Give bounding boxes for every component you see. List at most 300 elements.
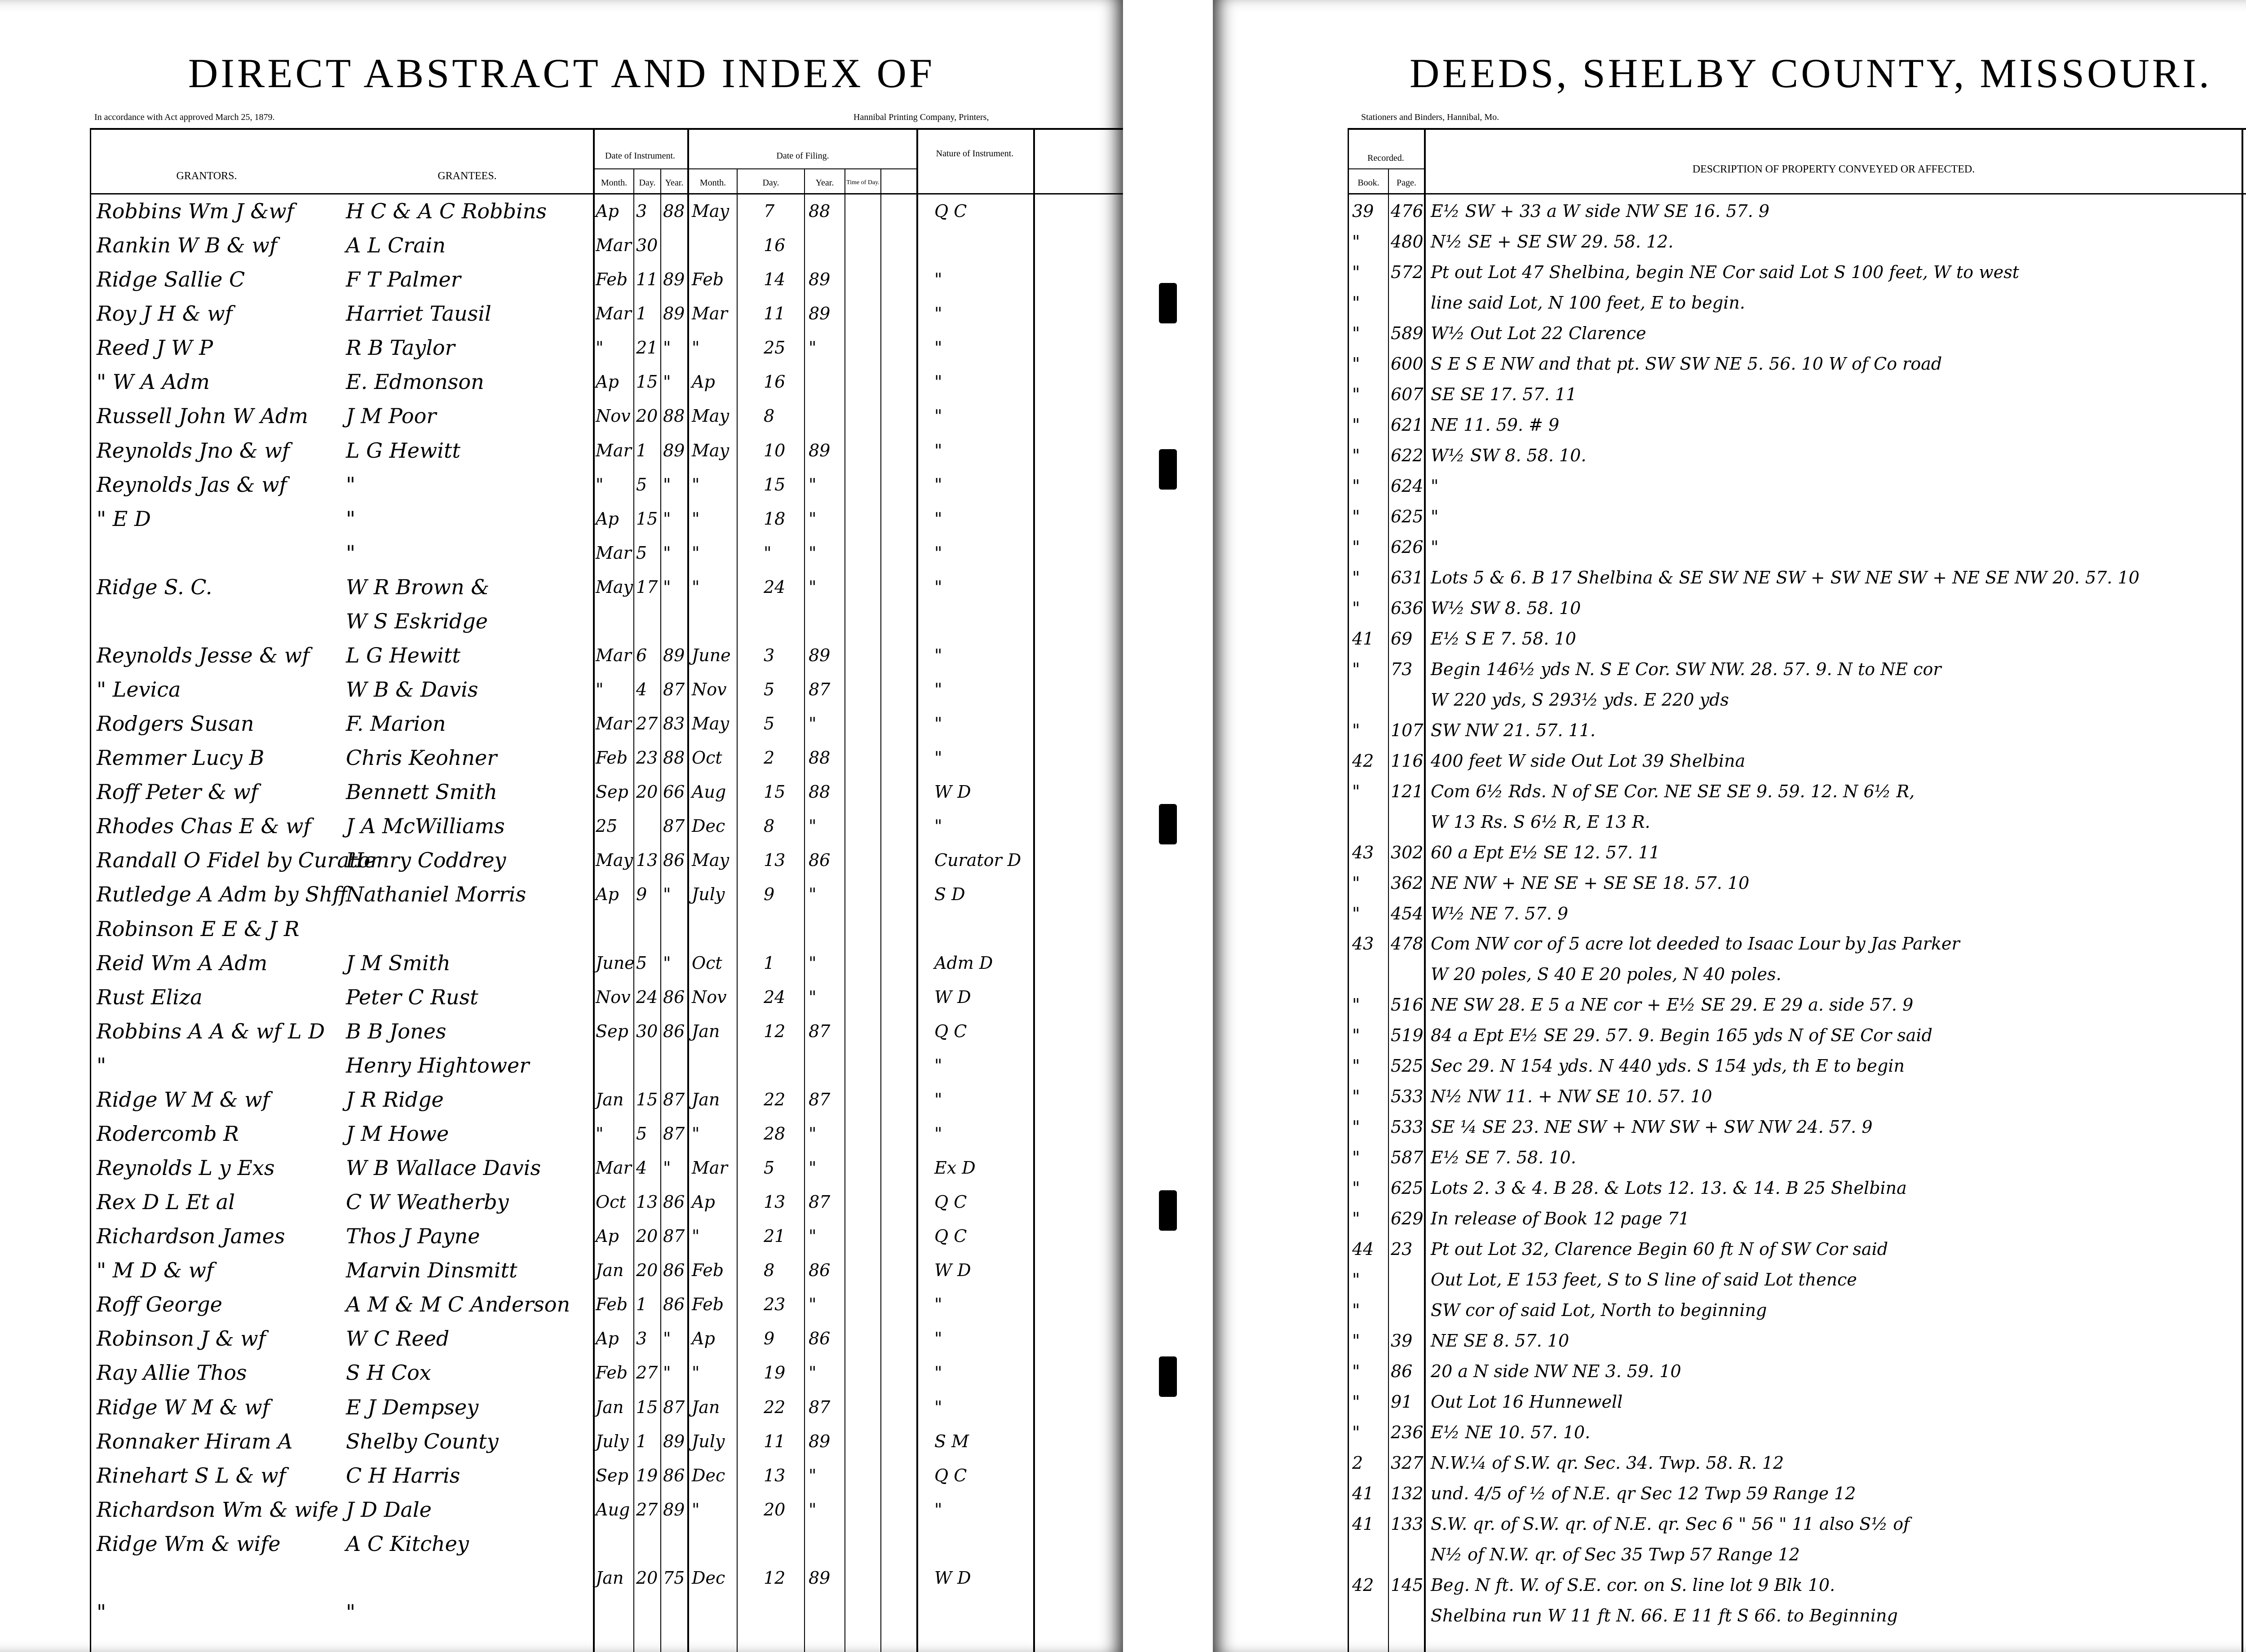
grantee-cell: E. Edmonson: [346, 370, 484, 394]
filing-day-cell: 20: [764, 1500, 786, 1519]
grantee-cell: Chris Keohner: [346, 746, 497, 770]
page-cell: 516: [1391, 995, 1424, 1015]
grantee-cell: E J Dempsey: [346, 1395, 479, 1419]
book-cell: 2: [1352, 1453, 1363, 1473]
book-cell: ": [1352, 720, 1360, 740]
filing-year-cell: 89: [809, 269, 831, 289]
book-cell: ": [1352, 568, 1360, 587]
filing-month-cell: July: [692, 884, 725, 904]
instrument-year-cell: ": [663, 953, 671, 973]
instrument-month-cell: 25: [596, 816, 618, 836]
filing-month-cell: Mar: [692, 1158, 728, 1178]
filing-year-cell: ": [809, 1466, 817, 1485]
grantee-cell: H C & A C Robbins: [346, 199, 547, 223]
instrument-day-cell: 20: [636, 1226, 658, 1246]
filing-month-cell: May: [692, 201, 730, 221]
instrument-month-cell: Jan: [596, 1568, 624, 1588]
filing-month-cell: June: [692, 645, 731, 665]
inst-month-header: Month.: [601, 178, 628, 188]
instrument-month-cell: Mar: [596, 1158, 632, 1178]
grantee-cell: R B Taylor: [346, 336, 455, 360]
instrument-month-cell: Mar: [596, 714, 632, 733]
filing-year-cell: ": [809, 1124, 817, 1144]
filing-day-cell: 19: [764, 1363, 786, 1383]
filing-month-cell: ": [692, 475, 700, 495]
filing-year-cell: ": [809, 953, 817, 973]
filing-day-cell: 5: [764, 680, 775, 699]
description-cell: E½ NE 10. 57. 10.: [1431, 1422, 1591, 1442]
nature-cell: W D: [934, 782, 971, 802]
instrument-day-cell: 4: [636, 680, 647, 699]
description-cell: Com NW cor of 5 acre lot deeded to Isaac Lour by Jas Parker: [1431, 934, 1960, 954]
page-cell: 607: [1391, 384, 1424, 404]
grantee-cell: A C Kitchey: [346, 1532, 469, 1556]
filing-year-cell: ": [809, 987, 817, 1007]
book-cell: ": [1352, 415, 1360, 435]
book-cell: ": [1352, 1361, 1360, 1381]
filing-month-cell: Dec: [692, 1568, 725, 1588]
description-cell: Lots 2. 3 & 4. B 28. & Lots 12. 13. & 14. B 25 Shelbina: [1431, 1178, 1907, 1198]
filing-day-cell: 5: [764, 1158, 775, 1178]
book-cell: ": [1352, 782, 1360, 801]
description-cell: Out Lot 16 Hunnewell: [1431, 1392, 1623, 1412]
description-cell: 60 a Ept E½ SE 12. 57. 11: [1431, 843, 1660, 862]
instrument-month-cell: May: [596, 850, 633, 870]
instrument-day-cell: 20: [636, 782, 658, 802]
page-cell: 589: [1391, 323, 1424, 343]
page-cell: 133: [1391, 1514, 1424, 1534]
book-cell: ": [1352, 873, 1360, 893]
description-cell: 84 a Ept E½ SE 29. 57. 9. Begin 165 yds N of SE Cor said: [1431, 1025, 1932, 1045]
filing-day-cell: 8: [764, 406, 775, 426]
instrument-day-cell: 15: [636, 372, 658, 392]
description-cell: W 220 yds, S 293½ yds. E 220 yds: [1431, 690, 1729, 710]
instrument-year-cell: 75: [663, 1568, 685, 1588]
page-cell: 587: [1391, 1148, 1424, 1167]
page-cell: 631: [1391, 568, 1424, 587]
filing-month-cell: ": [692, 509, 700, 529]
grantee-cell: Marvin Dinsmitt: [346, 1258, 517, 1282]
nature-cell: ": [934, 1090, 942, 1109]
description-cell: ": [1431, 507, 1439, 526]
nature-cell: Ex D: [934, 1158, 976, 1178]
book-cell: ": [1352, 1148, 1360, 1167]
instrument-year-cell: 89: [663, 645, 685, 665]
book-cell: ": [1352, 598, 1360, 618]
grantee-cell: Henry Hightower: [346, 1053, 530, 1078]
grantor-cell: ": [97, 1053, 106, 1078]
grantee-cell: J A McWilliams: [346, 814, 505, 838]
instrument-year-cell: 88: [663, 201, 685, 221]
filing-day-cell: 5: [764, 714, 775, 733]
filing-month-cell: July: [692, 1431, 725, 1451]
filing-month-cell: Dec: [692, 816, 725, 836]
grantee-cell: F. Marion: [346, 711, 446, 736]
instrument-year-cell: ": [663, 1158, 671, 1178]
instrument-day-cell: 5: [636, 475, 647, 495]
filing-month-cell: ": [692, 1226, 700, 1246]
page-cell: 625: [1391, 507, 1424, 526]
grantee-cell: Peter C Rust: [346, 985, 478, 1009]
grantor-cell: " M D & wf: [97, 1258, 214, 1282]
description-cell: SW cor of said Lot, North to beginning: [1431, 1300, 1767, 1320]
page-cell: 145: [1391, 1575, 1424, 1595]
instrument-month-cell: Sep: [596, 1021, 628, 1041]
filing-month-cell: May: [692, 850, 730, 870]
instrument-year-cell: 88: [663, 406, 685, 426]
filing-month-cell: Jan: [692, 1090, 720, 1109]
sec-header: [2243, 171, 2246, 181]
grantor-cell: Reynolds Jno & wf: [97, 438, 290, 463]
instrument-month-cell: Mar: [596, 441, 632, 460]
page-cell: 626: [1391, 537, 1424, 557]
instrument-year-cell: ": [663, 884, 671, 904]
book-cell: ": [1352, 384, 1360, 404]
description-cell: N½ NW 11. + NW SE 10. 57. 10: [1431, 1087, 1712, 1106]
grantor-cell: Reid Wm A Adm: [97, 951, 268, 975]
grantor-cell: Rhodes Chas E & wf: [97, 814, 311, 838]
filing-month-cell: Aug: [692, 782, 726, 802]
filing-month-cell: ": [692, 543, 700, 563]
book-cell: 42: [1352, 751, 1374, 771]
instrument-month-cell: Jan: [596, 1397, 624, 1417]
instrument-day-cell: 5: [636, 953, 647, 973]
grantor-cell: Roff Peter & wf: [97, 780, 258, 804]
page-cell: 132: [1391, 1484, 1424, 1503]
nature-cell: ": [934, 1500, 942, 1519]
instrument-month-cell: ": [596, 475, 604, 495]
page-cell: 629: [1391, 1209, 1424, 1228]
grantee-cell: ": [346, 1600, 356, 1624]
filing-year-cell: ": [809, 543, 817, 563]
instrument-day-cell: 4: [636, 1158, 647, 1178]
description-cell: Out Lot, E 153 feet, S to S line of said Lot thence: [1431, 1270, 1857, 1290]
nature-cell: S D: [934, 884, 965, 904]
filing-day-cell: 8: [764, 1260, 775, 1280]
page-cell: 621: [1391, 415, 1424, 435]
binding-hole: [1159, 1190, 1177, 1231]
instrument-month-cell: Mar: [596, 543, 632, 563]
description-cell: Begin 146½ yds N. S E Cor. SW NW. 28. 57. 9. N to NE cor: [1431, 659, 1941, 679]
filing-year-cell: ": [809, 509, 817, 529]
instrument-day-cell: 24: [636, 987, 658, 1007]
grantee-cell: F T Palmer: [346, 267, 461, 292]
instrument-day-cell: 13: [636, 1192, 658, 1212]
printer-note: Hannibal Printing Company, Printers,: [853, 112, 989, 122]
instrument-year-cell: 87: [663, 1090, 685, 1109]
filing-day-cell: 24: [764, 987, 786, 1007]
page-cell: 454: [1391, 904, 1424, 923]
description-cell: N½ of N.W. qr. of Sec 35 Twp 57 Range 12: [1431, 1545, 1800, 1564]
filing-year-cell: ": [809, 577, 817, 597]
filing-month-cell: Nov: [692, 680, 727, 699]
filing-year-cell: 88: [809, 201, 831, 221]
filing-day-cell: ": [764, 543, 772, 563]
filing-day-cell: 9: [764, 1329, 775, 1348]
filing-day-cell: 28: [764, 1124, 786, 1144]
time-of-day-header: Time of Day.: [846, 179, 880, 186]
description-cell: Pt out Lot 47 Shelbina, begin NE Cor said Lot S 100 feet, W to west: [1431, 262, 2020, 282]
description-cell: ": [1431, 537, 1439, 557]
book-cell: 41: [1352, 1484, 1374, 1503]
grantor-cell: Ronnaker Hiram A: [97, 1429, 293, 1453]
left-page-title: DIRECT ABSTRACT AND INDEX OF: [188, 50, 935, 96]
description-cell: W½ Out Lot 22 Clarence: [1431, 323, 1646, 343]
instrument-year-cell: 86: [663, 1260, 685, 1280]
grantee-cell: J M Poor: [346, 404, 437, 428]
filing-year-cell: ": [809, 1294, 817, 1314]
instrument-day-cell: 27: [636, 1363, 658, 1383]
instrument-year-cell: ": [663, 577, 671, 597]
grantor-cell: Rodercomb R: [97, 1122, 239, 1146]
nature-cell: ": [934, 1363, 942, 1383]
description-cell: Sec 29. N 154 yds. N 440 yds. S 154 yds, th E to begin: [1431, 1056, 1905, 1076]
grantor-cell: " E D: [97, 507, 151, 531]
filing-day-cell: 7: [764, 201, 775, 221]
instrument-day-cell: 17: [636, 577, 658, 597]
binding-hole: [1159, 1356, 1177, 1397]
filing-month-cell: Jan: [692, 1021, 720, 1041]
instrument-year-cell: 89: [663, 441, 685, 460]
grantor-cell: Ridge W M & wf: [97, 1087, 270, 1112]
instrument-day-cell: 19: [636, 1466, 658, 1485]
instrument-day-cell: 15: [636, 1397, 658, 1417]
filing-month-cell: Mar: [692, 304, 728, 323]
filing-day-cell: 15: [764, 782, 786, 802]
filing-month-cell: Feb: [692, 1260, 724, 1280]
description-cell: line said Lot, N 100 feet, E to begin.: [1431, 293, 1745, 313]
grantee-cell: Harriet Tausil: [346, 301, 491, 326]
instrument-day-cell: 5: [636, 543, 647, 563]
instrument-month-cell: Ap: [596, 201, 619, 221]
grantee-date-divider: [593, 128, 595, 1652]
instrument-month-cell: ": [596, 1124, 604, 1144]
instrument-month-cell: ": [596, 338, 604, 358]
grantee-cell: J M Howe: [346, 1122, 449, 1146]
filing-day-cell: 15: [764, 475, 786, 495]
nature-cell: ": [934, 1124, 942, 1144]
nature-cell: Q C: [934, 1021, 967, 1041]
description-cell: 20 a N side NW NE 3. 59. 10: [1431, 1361, 1681, 1381]
filing-month-cell: ": [692, 1363, 700, 1383]
book-cell: ": [1352, 476, 1360, 496]
page-cell: 91: [1391, 1392, 1413, 1412]
instrument-year-cell: 89: [663, 269, 685, 289]
instrument-year-cell: 86: [663, 1021, 685, 1041]
description-cell: W 13 Rs. S 6½ R, E 13 R.: [1431, 812, 1650, 832]
filing-day-cell: 22: [764, 1090, 786, 1109]
grantor-cell: Rust Eliza: [97, 985, 203, 1009]
filing-day-cell: 2: [764, 748, 775, 768]
filing-year-cell: ": [809, 1500, 817, 1519]
grantor-cell: Ray Allie Thos: [97, 1360, 247, 1385]
instrument-month-cell: Ap: [596, 1329, 619, 1348]
book-cell: ": [1352, 262, 1360, 282]
inst-day-header: Day.: [639, 178, 656, 188]
grantor-cell: Randall O Fidel by Curator: [97, 848, 380, 872]
book-cell: ": [1352, 1270, 1360, 1290]
instrument-day-cell: 15: [636, 1090, 658, 1109]
page-cell: 533: [1391, 1117, 1424, 1137]
filing-month-cell: Dec: [692, 1466, 725, 1485]
description-cell: und. 4/5 of ½ of N.E. qr Sec 12 Twp 59 Range 12: [1431, 1484, 1856, 1503]
filing-day-cell: 11: [764, 1431, 786, 1451]
filing-day-cell: 12: [764, 1021, 786, 1041]
filing-year-cell: 86: [809, 850, 831, 870]
page-cell: 636: [1391, 598, 1424, 618]
nature-header: Nature of Instrument.: [936, 149, 1014, 159]
filing-year-cell: ": [809, 338, 817, 358]
filing-year-cell: ": [809, 884, 817, 904]
filing-year-cell: 89: [809, 645, 831, 665]
grantor-cell: Rex D L Et al: [97, 1190, 235, 1214]
filing-month-cell: Ap: [692, 1329, 715, 1348]
description-cell: NE 11. 59. # 9: [1431, 415, 1560, 435]
grantor-cell: Ridge W M & wf: [97, 1395, 270, 1419]
nature-cell: ": [934, 441, 942, 460]
instrument-year-cell: ": [663, 1363, 671, 1383]
filing-month-header: Month.: [699, 178, 726, 188]
page-cell: 622: [1391, 446, 1424, 465]
grantee-cell: L G Hewitt: [346, 438, 460, 463]
instrument-month-cell: July: [596, 1431, 629, 1451]
nature-cell: ": [934, 1294, 942, 1314]
grantor-cell: Remmer Lucy B: [97, 746, 265, 770]
instrument-day-cell: 9: [636, 884, 647, 904]
filing-year-cell: 87: [809, 1090, 831, 1109]
page-cell: 478: [1391, 934, 1424, 954]
grantor-cell: Richardson James: [97, 1224, 285, 1248]
instrument-year-cell: 89: [663, 304, 685, 323]
page-cell: 362: [1391, 873, 1424, 893]
book-header: Book.: [1357, 178, 1379, 188]
description-cell: S.W. qr. of S.W. qr. of N.E. qr. Sec 6 " 56 " 11 also S½ of: [1431, 1514, 1910, 1534]
header-bottom-rule: [90, 193, 1123, 194]
instrument-day-cell: 13: [636, 850, 658, 870]
book-cell: ": [1352, 1300, 1360, 1320]
filing-month-cell: Ap: [692, 1192, 715, 1212]
description-cell: SW NW 21. 57. 11.: [1431, 720, 1596, 740]
instrument-month-cell: Jan: [596, 1260, 624, 1280]
nature-cell: ": [934, 338, 942, 358]
grantee-cell: A M & M C Anderson: [346, 1292, 570, 1316]
nature-cell: Q C: [934, 1192, 967, 1212]
instrument-month-cell: Sep: [596, 782, 628, 802]
page-cell: 69: [1391, 629, 1413, 649]
description-header: DESCRIPTION OF PROPERTY CONVEYED OR AFFECTED.: [1692, 163, 1975, 175]
instrument-day-cell: 6: [636, 645, 647, 665]
instrument-month-cell: Mar: [596, 235, 632, 255]
filing-year-cell: 87: [809, 1021, 831, 1041]
instrument-month-cell: Nov: [596, 987, 631, 1007]
nature-cell: ": [934, 645, 942, 665]
page-cell: 86: [1391, 1361, 1413, 1381]
book-cell: ": [1352, 507, 1360, 526]
book-cell: ": [1352, 659, 1360, 679]
instrument-month-cell: Feb: [596, 269, 628, 289]
instrument-month-cell: Oct: [596, 1192, 626, 1212]
filing-day-cell: 22: [764, 1397, 786, 1417]
instrument-day-cell: 5: [636, 1124, 647, 1144]
description-cell: SE ¼ SE 23. NE SW + NW SW + SW NW 24. 57. 9: [1431, 1117, 1873, 1137]
grantor-cell: Russell John W Adm: [97, 404, 308, 428]
filing-month-cell: Feb: [692, 1294, 724, 1314]
instrument-day-cell: 1: [636, 1431, 647, 1451]
book-cell: ": [1352, 293, 1360, 313]
instrument-year-cell: 66: [663, 782, 685, 802]
grantor-cell: Reynolds Jesse & wf: [97, 643, 310, 667]
right-ledger-page: [1213, 0, 2246, 1652]
description-cell: N½ SE + SE SW 29. 58. 12.: [1431, 232, 1674, 252]
filing-month-cell: ": [692, 577, 700, 597]
page-cell: 476: [1391, 201, 1424, 221]
book-cell: ": [1352, 1422, 1360, 1442]
nature-cell: W D: [934, 1260, 971, 1280]
filing-year-cell: 86: [809, 1260, 831, 1280]
nature-cell: Adm D: [934, 953, 993, 973]
description-cell: E½ SW + 33 a W side NW SE 16. 57. 9: [1431, 201, 1770, 221]
book-cell: 39: [1352, 201, 1374, 221]
page-header: Page.: [1397, 178, 1416, 188]
filing-year-header: Year.: [815, 178, 834, 188]
instrument-month-cell: Sep: [596, 1466, 628, 1485]
page-cell: 572: [1391, 262, 1424, 282]
filing-day-cell: 11: [764, 304, 786, 323]
filing-day-cell: 1: [764, 953, 775, 973]
instrument-year-cell: ": [663, 372, 671, 392]
page-cell: 236: [1391, 1422, 1424, 1442]
page-cell: 327: [1391, 1453, 1424, 1473]
book-cell: ": [1352, 995, 1360, 1015]
filing-day-cell: 21: [764, 1226, 786, 1246]
instrument-year-cell: 87: [663, 1226, 685, 1246]
filing-year-cell: ": [809, 1226, 817, 1246]
instrument-day-cell: 3: [636, 1329, 647, 1348]
grantor-cell: Ridge S. C.: [97, 575, 212, 599]
instrument-year-cell: 86: [663, 1192, 685, 1212]
description-cell: Beg. N ft. W. of S.E. cor. on S. line lot 9 Blk 10.: [1431, 1575, 1835, 1595]
filing-day-cell: 16: [764, 235, 786, 255]
left-margin-rule: [90, 128, 91, 1652]
filing-day-cell: 13: [764, 1466, 786, 1485]
grantor-cell: Rodgers Susan: [97, 711, 254, 736]
grantor-cell: Rinehart S L & wf: [97, 1463, 286, 1488]
nature-cell: ": [934, 269, 942, 289]
instrument-day-cell: 11: [636, 269, 658, 289]
grantee-cell: J D Dale: [346, 1497, 432, 1522]
instrument-month-cell: June: [596, 953, 635, 973]
instrument-day-cell: 20: [636, 1568, 658, 1588]
book-cell: ": [1352, 446, 1360, 465]
grantee-cell: Nathaniel Morris: [346, 882, 526, 906]
description-cell: E½ S E 7. 58. 10: [1431, 629, 1576, 649]
filing-year-cell: 89: [809, 441, 831, 460]
description-cell: 400 feet W side Out Lot 39 Shelbina: [1431, 751, 1746, 771]
filing-month-cell: Feb: [692, 269, 724, 289]
grantee-cell: W R Brown &: [346, 575, 490, 599]
description-cell: W 20 poles, S 40 E 20 poles, N 40 poles.: [1431, 964, 1782, 984]
date-filing-header: Date of Filing.: [776, 151, 829, 161]
grantor-cell: Reynolds Jas & wf: [97, 473, 287, 497]
instrument-month-cell: Ap: [596, 509, 619, 529]
page-cell: 116: [1391, 751, 1424, 771]
grantee-cell: Henry Coddrey: [346, 848, 506, 872]
instrument-month-cell: Mar: [596, 304, 632, 323]
grantee-cell: ": [346, 541, 356, 565]
instrument-year-cell: ": [663, 475, 671, 495]
instrument-month-cell: Feb: [596, 1294, 628, 1314]
page-cell: 73: [1391, 659, 1413, 679]
